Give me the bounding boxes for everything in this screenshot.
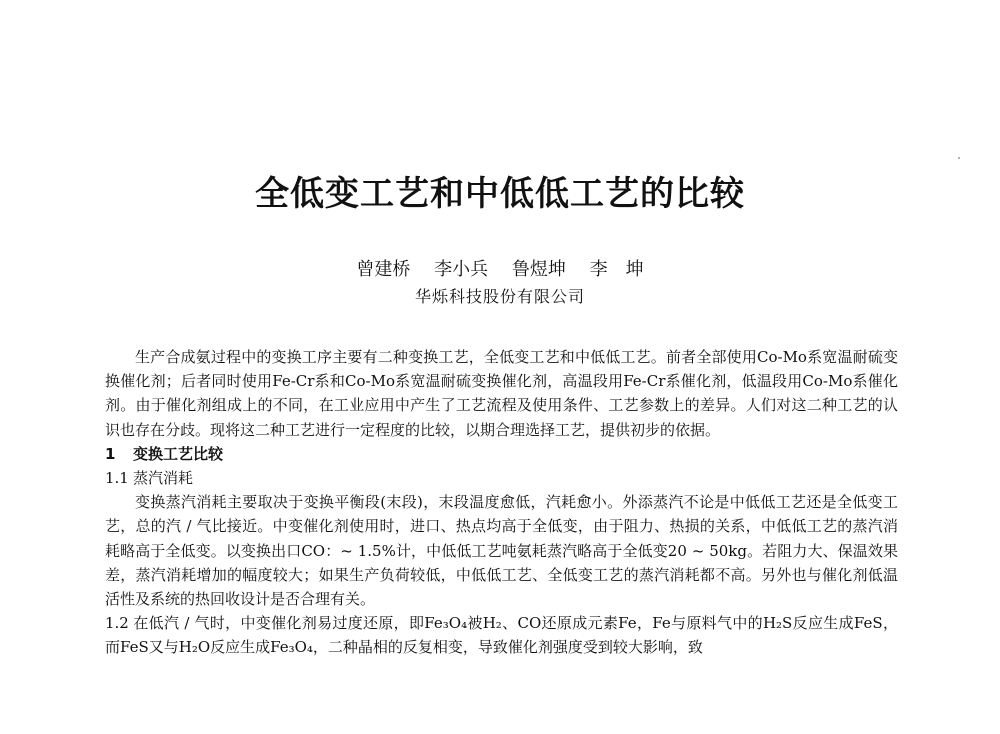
article-body [105, 345, 898, 660]
section-title: 变换工艺比较 [133, 444, 224, 463]
section-heading [105, 442, 898, 466]
author-list [0, 258, 1000, 282]
subsection-text: 在低汽 / 气时，中变催化剂易过度还原，即Fe₃O₄被H₂、CO还原成元素Fe，Fe与原料气中的H₂S反应生成FeS，而FeS又与H₂O反应生成Fe₃O₄，二种晶相的反复相变，导致催化剂强度受到较大影响，致 [105, 614, 898, 657]
body-paragraph: 变换蒸汽消耗主要取决于变换平衡段(末段)，末段温度愈低，汽耗愈小。外添蒸汽不论是中低低工艺还是全低变工艺，总的汽 / 气比接近。中变催化剂使用时，进口、热点均高于全低变，由于阻力、热损的关系，中低低工艺的蒸汽消耗略高于全低变。以变换出口CO：~ 1.5%计，中低低工艺吨氨耗蒸汽略高于全低变20 ~ 50kg。若阻力大、保温效果差，蒸汽消耗增加的幅度较大；如果生产负荷较低，中低低工艺、全低变工艺的蒸汽消耗都不高。另外也与催化剂低温活性及系统的热回收设计是否合理有关。 [105, 493, 898, 609]
author-affiliation: 华烁科技股份有限公司 [414, 287, 585, 306]
intro-paragraph: 生产合成氨过程中的变换工序主要有二种变换工艺，全低变工艺和中低低工艺。前者全部使用Co-Mo系宽温耐硫变换催化剂；后者同时使用Fe-Cr系和Co-Mo系宽温耐硫变换催化剂，高温段用Fe-Cr系催化剂，低温段用Co-Mo系催化剂。由于催化剂组成上的不同，在工业应用中产生了工艺流程及使用条件、工艺参数上的差异。人们对这二种工艺的认识也存在分歧。现将这二种工艺进行一定程度的比较，以期合理选择工艺，提供初步的依据。 [105, 348, 898, 439]
subsection-paragraph [105, 611, 898, 659]
subsection-heading [105, 466, 898, 490]
section-number: 1 [105, 444, 116, 463]
scan-speck [958, 157, 960, 159]
author-name: 李小兵 [434, 259, 489, 280]
author-name: 曾建桥 [356, 259, 411, 280]
subsection-title: 蒸汽消耗 [133, 469, 194, 488]
subsection-number: 1.1 [105, 469, 129, 488]
document-title: 全低变工艺和中低低工艺的比较 [255, 174, 745, 214]
subsection-number: 1.2 [105, 614, 129, 633]
author-name: 鲁煜坤 [511, 259, 566, 280]
author-name: 李 坤 [589, 259, 644, 280]
